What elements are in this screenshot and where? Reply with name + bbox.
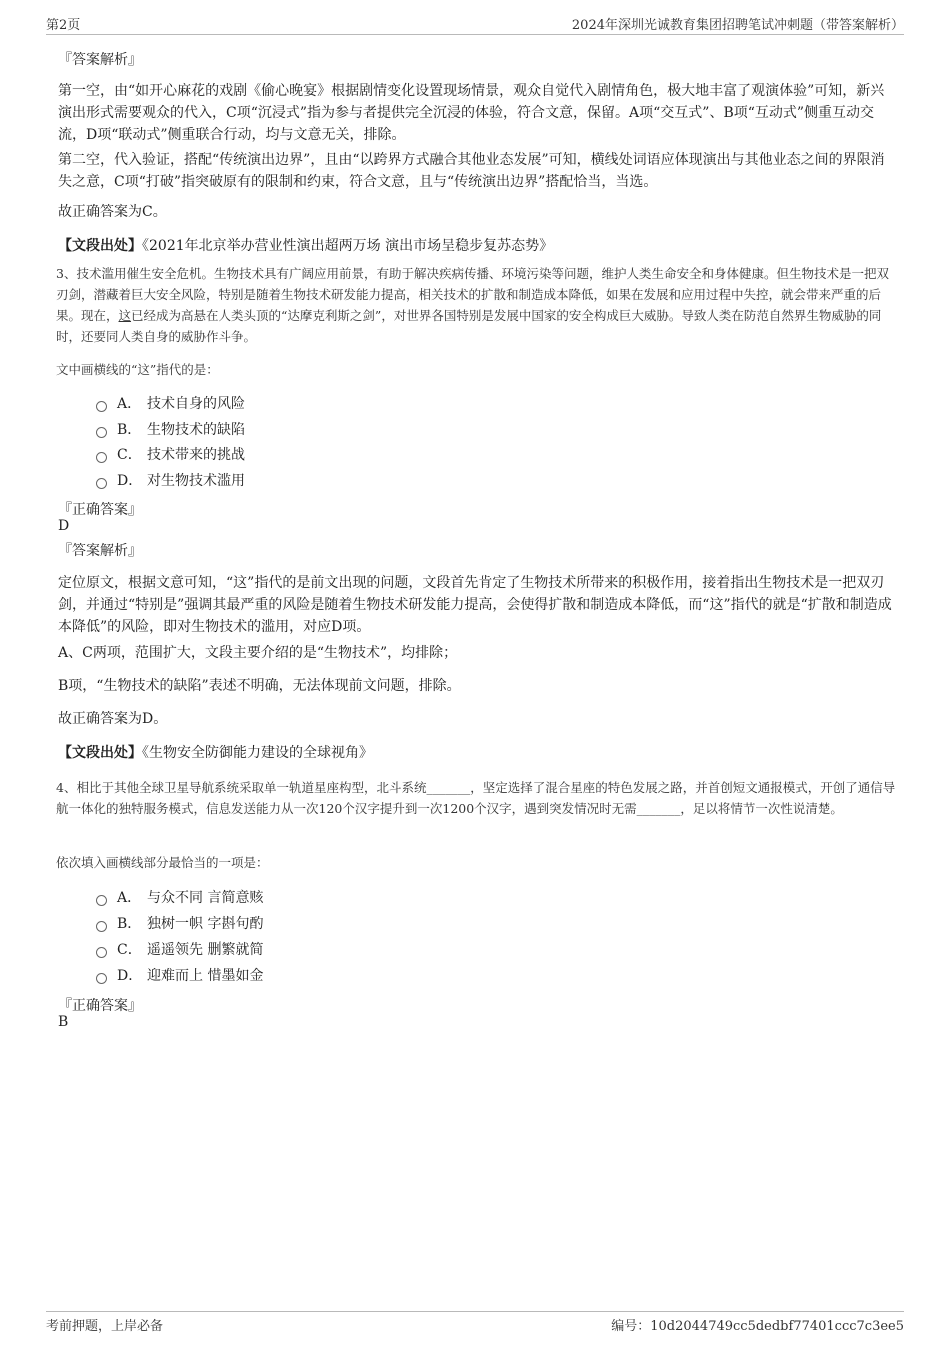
source-label: 【文段出处】 [58,745,142,761]
source-text: 《生物安全防御能力建设的全球视角》 [142,745,373,761]
page-footer [46,1311,904,1334]
analysis-paragraph: 定位原文，根据文意可知，“这”指代的是前文出现的问题，文段首先肯定了生物技术所带来的积极作用，接着指出生物技术是一把双刃剑，并通过“特别是”强调其最严重的风险是随着生物技术研发能力提高，会使得扩散和制造成本降低，而“这”指代的就是“扩散和制造成本降低”的风险，即对生物技术的滥用，对应D项。 [58,575,892,635]
option-d[interactable]: D． 迎难而上 惜墨如金 [96,965,263,987]
footer-slogan: 考前押题，上岸必备 [46,1319,164,1334]
radio-icon[interactable] [96,973,107,984]
analysis-paragraph: 第二空，代入验证，搭配“传统演出边界”，且由“以跨界方式融合其他业态发展”可知，横线处词语应体现演出与其他业态之间的界限消失之意，C项“打破”指突破原有的限制和约束，符合文意，且与“传统演出边界”搭配恰当，当选。 [58,152,885,190]
option-b[interactable]: B． 生物技术的缺陷 [96,419,245,441]
source-label: 【文段出处】 [58,238,142,254]
document-code: 编号：10d2044749cc5dedbf77401ccc7c3ee5 [611,1319,904,1334]
radio-icon[interactable] [96,478,107,489]
option-c[interactable]: C． 遥遥领先 删繁就简 [96,939,263,961]
answer-value: D [58,518,70,534]
question-stem [56,263,896,347]
option-b[interactable]: B． 独树一帜 字斟句酌 [96,913,263,935]
analysis-paragraph: 第一空，由“如开心麻花的戏剧《偷心晚宴》根据剧情变化设置现场情景，观众自觉代入剧情角色，极大地丰富了观演体验”可知，新兴演出形式需要观众的代入，C项“沉浸式”指为参与者提供完全沉浸的体验，符合文意，保留。A项“交互式”、B项“互动式”侧重互动交流，D项“联动式”侧重联合行动，均与文意无关，排除。 [58,83,885,143]
radio-icon[interactable] [96,401,107,412]
analysis-paragraph: B项，“生物技术的缺陷”表述不明确，无法体现前文问题，排除。 [58,678,461,694]
conclusion: 故正确答案为D。 [58,711,168,727]
answer-label: 『正确答案』 [58,998,142,1014]
document-title: 2024年深圳光诚教育集团招聘笔试冲刺题（带答案解析） [571,18,904,33]
source-line [58,743,373,763]
radio-icon[interactable] [96,947,107,958]
answer-label: 『正确答案』 [58,502,142,518]
analysis-label: 『答案解析』 [58,52,142,68]
answer-value: B [58,1014,69,1030]
radio-icon[interactable] [96,921,107,932]
option-a[interactable]: A． 与众不同 言简意赅 [96,887,263,909]
source-line [58,236,553,256]
underlined-word: 这 [118,308,132,323]
analysis-paragraph: A、C两项，范围扩大，文段主要介绍的是“生物技术”，均排除； [58,645,458,661]
option-c[interactable]: C． 技术带来的挑战 [96,444,245,466]
question-prompt: 依次填入画横线部分最恰当的一项是： [56,855,269,870]
radio-icon[interactable] [96,452,107,463]
question-stem: 4、相比于其他全球卫星导航系统采取单一轨道星座构型，北斗系统_______，坚定选择了混合星座的特色发展之路，并首创短文通报模式，开创了通信导航一体化的独特服务模式，信息发送能力从一次120个汉字提升到一次1200个汉字，遇到突发情况时无需_______，足以将情节一次性说清楚。 [56,780,896,816]
analysis-label: 『答案解析』 [58,543,142,559]
stem-text: 3、技术滥用催生安全危机。生物技术具有广阔应用前景，有助于解决疾病传播、环境污染等问题，维护人类生命安全和身体健康。但生物技术是一把双刃剑，潜藏着巨大安全风险，特别是随着生物技术研发能力提高，相关技术的扩散和制造成本降低，如果在发展和应用过程中失控，就会带来严重的后果。现在， [56,266,889,323]
page-number: 第2页 [46,18,81,33]
option-d[interactable]: D． 对生物技术滥用 [96,470,245,492]
page-header [46,14,904,35]
conclusion: 故正确答案为C。 [58,204,167,220]
source-text: 《2021年北京举办营业性演出超两万场 演出市场呈稳步复苏态势》 [142,238,554,254]
radio-icon[interactable] [96,427,107,438]
question-prompt: 文中画横线的“这”指代的是： [56,362,219,377]
radio-icon[interactable] [96,895,107,906]
stem-text: 已经成为高悬在人类头顶的“达摩克利斯之剑”，对世界各国特别是发展中国家的安全构成巨大威胁。导致人类在防范自然界生物威胁的同时，还要同人类自身的威胁作斗争。 [56,308,882,344]
option-a[interactable]: A． 技术自身的风险 [96,393,245,415]
